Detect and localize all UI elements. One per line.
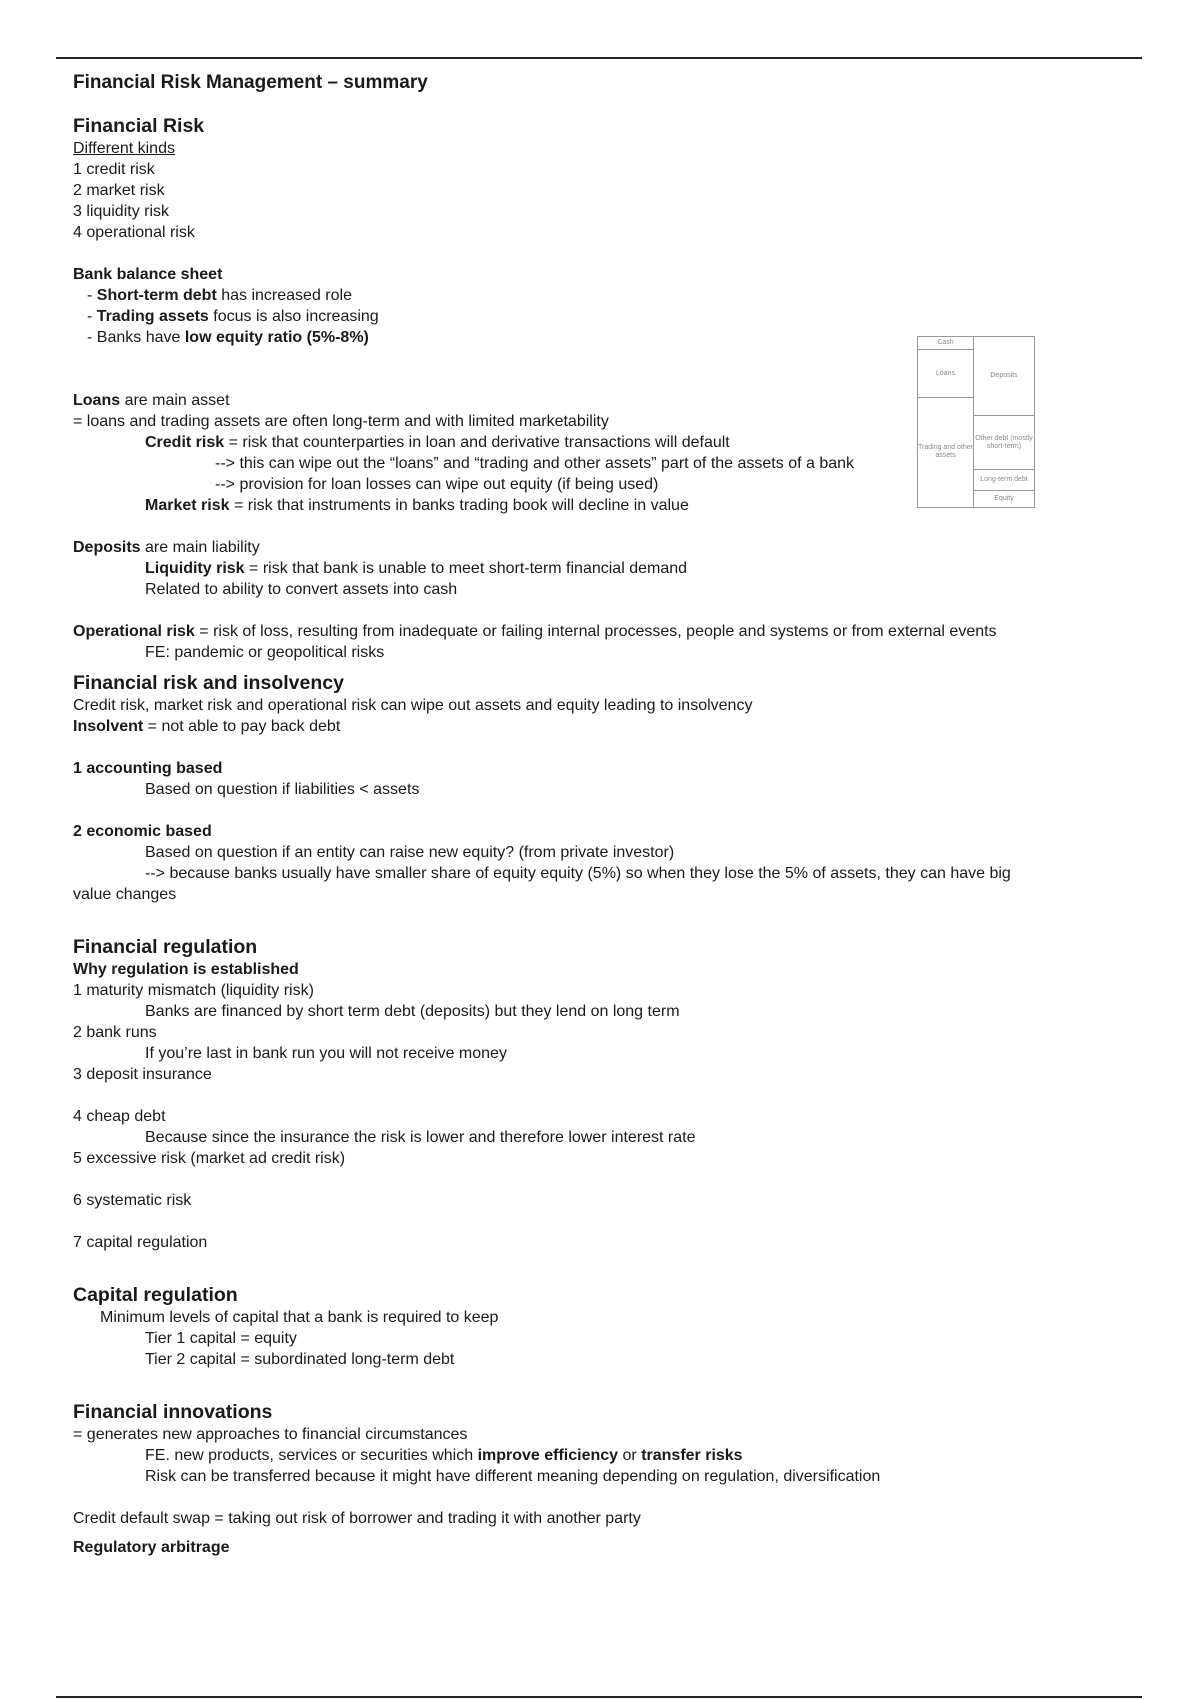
other-debt-cell: Other debt (mostly short-term) <box>974 416 1034 470</box>
long-term-debt-cell: Long-term debt <box>974 470 1034 491</box>
liquidity-risk-note: Related to ability to convert assets into cash <box>145 581 458 598</box>
list-item: 2 market risk <box>73 182 165 199</box>
economic-based-heading: 2 economic based <box>73 823 212 840</box>
document-page <box>73 66 1148 1558</box>
market-risk-line: Market risk = risk that instruments in banks trading book will decline in value <box>145 497 689 514</box>
trading-assets-cell: Trading and other assets <box>918 444 973 459</box>
credit-risk-line: Credit risk = risk that counterparties in loan and derivative transactions will default <box>145 434 730 451</box>
operational-risk-line: Operational risk = risk of loss, resulting from inadequate or failing internal processes, people and systems or from external events <box>73 623 997 640</box>
bullet-item: - Trading assets focus is also increasing <box>87 308 379 325</box>
list-item: 3 liquidity risk <box>73 203 170 220</box>
bank-balance-sheet-heading: Bank balance sheet <box>73 266 223 283</box>
financial-regulation-heading: Financial regulation <box>73 936 258 958</box>
tier-2-line: Tier 2 capital = subordinated long-term debt <box>145 1351 455 1368</box>
economic-based-arrow: --> because banks usually have smaller share of equity equity (5%) so when they lose the 5% of assets, they can have big <box>145 865 1011 882</box>
list-item-note: Banks are financed by short term debt (deposits) but they lend on long term <box>145 1003 680 1020</box>
loans-line: Loans are main asset <box>73 392 230 409</box>
assets-column <box>918 337 974 507</box>
document-title: Financial Risk Management – summary <box>73 72 428 93</box>
list-item: 2 bank runs <box>73 1024 157 1041</box>
balance-sheet-diagram <box>917 336 1035 508</box>
insolvency-text: Credit risk, market risk and operational risk can wipe out assets and equity leading to insolvency <box>73 697 753 714</box>
list-item: 3 deposit insurance <box>73 1066 212 1083</box>
list-item: 5 excessive risk (market ad credit risk) <box>73 1150 346 1167</box>
financial-innovations-heading: Financial innovations <box>73 1401 273 1423</box>
bullet-item: - Short-term debt has increased role <box>87 287 352 304</box>
innovations-example: FE. new products, services or securities which improve efficiency or transfer risks <box>145 1447 743 1464</box>
innovations-definition: = generates new approaches to financial circumstances <box>73 1426 468 1443</box>
deposits-line: Deposits are main liability <box>73 539 260 556</box>
accounting-based-text: Based on question if liabilities < assets <box>145 781 420 798</box>
economic-based-continuation: value changes <box>73 886 177 903</box>
liquidity-risk-line: Liquidity risk = risk that bank is unable to meet short-term financial demand <box>145 560 688 577</box>
tier-1-line: Tier 1 capital = equity <box>145 1330 297 1347</box>
insolvency-heading: Financial risk and insolvency <box>73 672 344 694</box>
list-item: 1 maturity mismatch (liquidity risk) <box>73 982 314 999</box>
list-item-note: If you’re last in bank run you will not receive money <box>145 1045 507 1062</box>
risk-transfer-note: Risk can be transferred because it might have different meaning depending on regulation, diversification <box>145 1468 881 1485</box>
operational-risk-example: FE: pandemic or geopolitical risks <box>145 644 385 661</box>
accounting-based-heading: 1 accounting based <box>73 760 223 777</box>
equity-cell: Equity <box>994 494 1014 502</box>
why-regulation-subheading: Why regulation is established <box>73 961 299 978</box>
list-item: 7 capital regulation <box>73 1234 208 1251</box>
loans-definition: = loans and trading assets are often long-term and with limited marketability <box>73 413 609 430</box>
different-kinds-label: Different kinds <box>73 140 175 157</box>
top-rule <box>56 57 1142 59</box>
list-item: 4 cheap debt <box>73 1108 166 1125</box>
credit-risk-arrow: --> this can wipe out the “loans” and “trading and other assets” part of the assets of a bank <box>215 455 855 472</box>
credit-default-swap-line: Credit default swap = taking out risk of borrower and trading it with another party <box>73 1510 641 1527</box>
cash-cell: Cash <box>918 337 973 350</box>
list-item: 1 credit risk <box>73 161 155 178</box>
deposits-cell: Deposits <box>974 337 1034 416</box>
loans-cell: Loans <box>918 350 973 398</box>
credit-risk-arrow: --> provision for loan losses can wipe out equity (if being used) <box>215 476 659 493</box>
regulatory-arbitrage-heading: Regulatory arbitrage <box>73 1539 230 1556</box>
capital-regulation-heading: Capital regulation <box>73 1284 238 1306</box>
capital-regulation-text: Minimum levels of capital that a bank is required to keep <box>100 1309 499 1326</box>
insolvent-definition: Insolvent = not able to pay back debt <box>73 718 341 735</box>
list-item: 6 systematic risk <box>73 1192 192 1209</box>
bullet-item: - Banks have low equity ratio (5%-8%) <box>87 329 369 346</box>
list-item-note: Because since the insurance the risk is lower and therefore lower interest rate <box>145 1129 696 1146</box>
financial-risk-heading: Financial Risk <box>73 115 205 137</box>
list-item: 4 operational risk <box>73 224 195 241</box>
liabilities-column <box>974 337 1034 507</box>
economic-based-text: Based on question if an entity can raise new equity? (from private investor) <box>145 844 675 861</box>
bottom-rule <box>56 1696 1142 1698</box>
